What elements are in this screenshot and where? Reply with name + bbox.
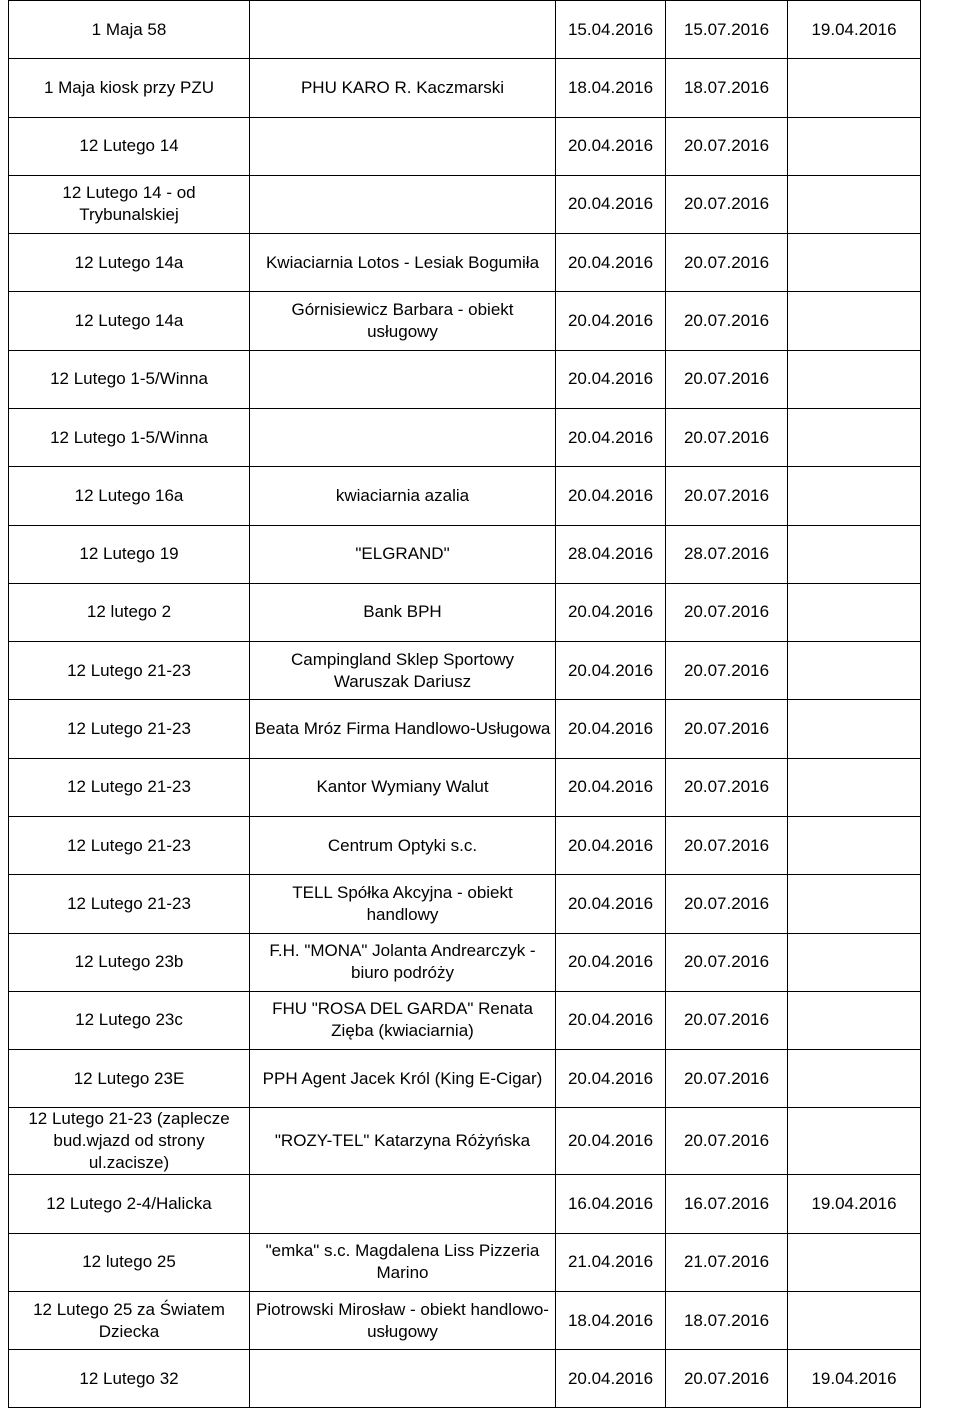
- date-to-cell: [666, 991, 788, 1049]
- address-text: 12 Lutego 1-5/Winna: [50, 427, 208, 447]
- tenant-text: "ROZY-TEL" Katarzyna Różyńska: [274, 1131, 531, 1151]
- address-cell: [9, 875, 250, 933]
- date-extra-cell: [788, 59, 921, 117]
- date-to-text: 20.07.2016: [683, 194, 770, 214]
- address-text: 12 lutego 25: [82, 1252, 176, 1272]
- date-extra-cell: [788, 1350, 921, 1408]
- table-row: [9, 59, 921, 117]
- date-to-cell: [666, 1350, 788, 1408]
- address-cell: [9, 175, 250, 233]
- address-text: 12 Lutego 21-23: [67, 660, 191, 680]
- date-from-cell: [556, 1291, 666, 1349]
- address-text: 12 Lutego 14a: [74, 311, 184, 331]
- date-to-text: 20.07.2016: [683, 136, 770, 156]
- address-cell: [9, 1233, 250, 1291]
- tenant-cell: [250, 700, 556, 758]
- date-from-cell: [556, 1175, 666, 1233]
- date-extra-cell: [788, 234, 921, 292]
- date-from-cell: [556, 408, 666, 466]
- address-text: 12 Lutego 16a: [74, 485, 184, 505]
- date-to-cell: [666, 583, 788, 641]
- date-to-text: 20.07.2016: [683, 252, 770, 272]
- date-from-text: 20.04.2016: [567, 1368, 654, 1388]
- address-text: 12 Lutego 2-4/Halicka: [46, 1193, 212, 1213]
- date-extra-text: 19.04.2016: [811, 19, 897, 39]
- date-to-cell: [666, 1, 788, 59]
- date-from-cell: [556, 1050, 666, 1108]
- tenant-text: Campingland Sklep Sportowy Waruszak Dariusz: [290, 649, 514, 691]
- table-row: [9, 117, 921, 175]
- tenant-text: "ELGRAND": [355, 544, 450, 564]
- tenant-text: Beata Mróz Firma Handlowo-Usługowa: [254, 719, 551, 739]
- date-from-text: 18.04.2016: [567, 77, 654, 97]
- date-from-cell: [556, 642, 666, 700]
- address-text: 12 Lutego 14 - od Trybunalskiej: [62, 183, 196, 225]
- tenant-cell: [250, 1, 556, 59]
- date-to-text: 20.07.2016: [683, 485, 770, 505]
- date-to-cell: [666, 933, 788, 991]
- tenant-text: TELL Spółka Akcyjna - obiekt handlowy: [292, 882, 513, 924]
- tenant-cell: [250, 1108, 556, 1175]
- date-to-text: 20.07.2016: [683, 1368, 770, 1388]
- address-cell: [9, 758, 250, 816]
- table-row: [9, 234, 921, 292]
- address-cell: [9, 1, 250, 59]
- table-row: [9, 583, 921, 641]
- date-extra-cell: [788, 1233, 921, 1291]
- date-extra-cell: [788, 1050, 921, 1108]
- address-cell: [9, 1291, 250, 1349]
- date-from-text: 20.04.2016: [567, 1010, 654, 1030]
- date-to-text: 15.07.2016: [683, 19, 770, 39]
- address-cell: [9, 234, 250, 292]
- date-from-text: 20.04.2016: [567, 952, 654, 972]
- address-cell: [9, 816, 250, 874]
- permits-table-body: [9, 1, 921, 1408]
- table-row: [9, 408, 921, 466]
- address-cell: [9, 642, 250, 700]
- date-from-text: 20.04.2016: [567, 427, 654, 447]
- date-from-cell: [556, 59, 666, 117]
- address-text: 12 Lutego 21-23: [67, 719, 191, 739]
- address-text: 12 Lutego 23b: [74, 952, 184, 972]
- date-extra-cell: [788, 1291, 921, 1349]
- date-from-cell: [556, 350, 666, 408]
- date-to-cell: [666, 1175, 788, 1233]
- date-from-cell: [556, 234, 666, 292]
- tenant-cell: [250, 642, 556, 700]
- date-to-text: 16.07.2016: [683, 1193, 770, 1213]
- date-extra-cell: [788, 408, 921, 466]
- date-from-cell: [556, 1108, 666, 1175]
- table-row: [9, 933, 921, 991]
- address-cell: [9, 1175, 250, 1233]
- date-from-cell: [556, 1, 666, 59]
- date-from-cell: [556, 583, 666, 641]
- date-extra-cell: [788, 1, 921, 59]
- date-to-text: 20.07.2016: [683, 777, 770, 797]
- tenant-cell: [250, 525, 556, 583]
- date-from-text: 20.04.2016: [567, 311, 654, 331]
- address-cell: [9, 408, 250, 466]
- date-extra-text: 19.04.2016: [811, 1193, 897, 1213]
- table-row: [9, 1050, 921, 1108]
- date-extra-cell: [788, 758, 921, 816]
- address-text: 12 Lutego 21-23: [67, 835, 191, 855]
- table-row: [9, 816, 921, 874]
- date-extra-cell: [788, 117, 921, 175]
- table-row: [9, 1108, 921, 1175]
- date-from-text: 20.04.2016: [567, 893, 654, 913]
- tenant-cell: [250, 350, 556, 408]
- address-cell: [9, 467, 250, 525]
- tenant-cell: [250, 175, 556, 233]
- table-row: [9, 1291, 921, 1349]
- date-to-cell: [666, 117, 788, 175]
- tenant-text: F.H. "MONA" Jolanta Andrearczyk - biuro podróży: [269, 941, 536, 983]
- address-text: 1 Maja kiosk przy PZU: [43, 77, 215, 97]
- tenant-cell: [250, 816, 556, 874]
- date-extra-cell: [788, 642, 921, 700]
- date-to-cell: [666, 175, 788, 233]
- address-cell: [9, 583, 250, 641]
- date-from-text: 20.04.2016: [567, 835, 654, 855]
- date-to-text: 28.07.2016: [683, 544, 770, 564]
- date-from-cell: [556, 117, 666, 175]
- date-to-text: 20.07.2016: [683, 311, 770, 331]
- address-cell: [9, 1350, 250, 1408]
- date-from-text: 18.04.2016: [567, 1310, 654, 1330]
- tenant-text: Górnisiewicz Barbara - obiekt usługowy: [291, 300, 514, 342]
- date-from-text: 28.04.2016: [567, 544, 654, 564]
- date-extra-cell: [788, 350, 921, 408]
- tenant-cell: [250, 59, 556, 117]
- date-to-text: 20.07.2016: [683, 1131, 770, 1151]
- address-text: 12 Lutego 32: [79, 1368, 179, 1388]
- date-to-cell: [666, 59, 788, 117]
- date-from-text: 20.04.2016: [567, 602, 654, 622]
- table-row: [9, 525, 921, 583]
- address-text: 12 Lutego 21-23: [67, 777, 191, 797]
- date-extra-cell: [788, 292, 921, 350]
- tenant-cell: [250, 1233, 556, 1291]
- address-cell: [9, 59, 250, 117]
- table-row: [9, 175, 921, 233]
- table-row: [9, 758, 921, 816]
- date-to-cell: [666, 467, 788, 525]
- date-from-text: 20.04.2016: [567, 485, 654, 505]
- date-to-cell: [666, 758, 788, 816]
- tenant-cell: [250, 1350, 556, 1408]
- tenant-cell: [250, 292, 556, 350]
- address-text: 12 Lutego 1-5/Winna: [50, 369, 208, 389]
- date-extra-cell: [788, 816, 921, 874]
- tenant-cell: [250, 1175, 556, 1233]
- date-extra-cell: [788, 467, 921, 525]
- tenant-text: Centrum Optyki s.c.: [327, 835, 478, 855]
- tenant-cell: [250, 583, 556, 641]
- date-from-cell: [556, 933, 666, 991]
- tenant-cell: [250, 467, 556, 525]
- tenant-cell: [250, 875, 556, 933]
- date-to-cell: [666, 292, 788, 350]
- date-from-cell: [556, 467, 666, 525]
- date-from-cell: [556, 700, 666, 758]
- permits-table: [8, 0, 921, 1408]
- address-cell: [9, 117, 250, 175]
- address-cell: [9, 700, 250, 758]
- date-from-cell: [556, 816, 666, 874]
- date-from-text: 15.04.2016: [567, 19, 654, 39]
- date-to-text: 20.07.2016: [683, 1010, 770, 1030]
- tenant-text: FHU "ROSA DEL GARDA" Renata Zięba (kwiaciarnia): [272, 999, 533, 1041]
- table-row: [9, 642, 921, 700]
- address-text: 12 Lutego 21-23 (zaplecze bud.wjazd od strony ul.zacisze): [28, 1109, 230, 1173]
- date-from-text: 20.04.2016: [567, 369, 654, 389]
- address-text: 12 Lutego 19: [79, 544, 179, 564]
- tenant-text: PHU KARO R. Kaczmarski: [300, 77, 505, 97]
- table-row: [9, 875, 921, 933]
- date-extra-cell: [788, 933, 921, 991]
- date-from-text: 20.04.2016: [567, 719, 654, 739]
- date-extra-cell: [788, 1175, 921, 1233]
- date-to-cell: [666, 700, 788, 758]
- date-to-cell: [666, 234, 788, 292]
- date-to-cell: [666, 525, 788, 583]
- address-cell: [9, 292, 250, 350]
- tenant-text: kwiaciarnia azalia: [335, 485, 470, 505]
- date-to-cell: [666, 642, 788, 700]
- date-from-cell: [556, 1233, 666, 1291]
- date-from-cell: [556, 875, 666, 933]
- tenant-text: Bank BPH: [363, 602, 442, 622]
- date-from-text: 20.04.2016: [567, 252, 654, 272]
- address-text: 12 Lutego 25 za Światem Dziecka: [33, 1299, 225, 1341]
- date-to-text: 20.07.2016: [683, 602, 770, 622]
- date-from-cell: [556, 175, 666, 233]
- date-from-cell: [556, 1350, 666, 1408]
- table-row: [9, 467, 921, 525]
- date-from-cell: [556, 758, 666, 816]
- date-extra-cell: [788, 1108, 921, 1175]
- table-row: [9, 292, 921, 350]
- date-extra-cell: [788, 583, 921, 641]
- date-from-text: 20.04.2016: [567, 136, 654, 156]
- date-from-text: 20.04.2016: [567, 1068, 654, 1088]
- table-row: [9, 1, 921, 59]
- table-row: [9, 700, 921, 758]
- tenant-text: Kantor Wymiany Walut: [316, 777, 489, 797]
- date-from-text: 20.04.2016: [567, 660, 654, 680]
- tenant-cell: [250, 933, 556, 991]
- tenant-cell: [250, 991, 556, 1049]
- tenant-cell: [250, 1291, 556, 1349]
- date-extra-cell: [788, 175, 921, 233]
- date-extra-cell: [788, 525, 921, 583]
- date-to-cell: [666, 350, 788, 408]
- date-from-text: 16.04.2016: [567, 1193, 654, 1213]
- date-to-text: 20.07.2016: [683, 952, 770, 972]
- table-row: [9, 1350, 921, 1408]
- address-cell: [9, 1050, 250, 1108]
- address-cell: [9, 933, 250, 991]
- date-to-cell: [666, 875, 788, 933]
- date-to-cell: [666, 1233, 788, 1291]
- date-to-text: 20.07.2016: [683, 427, 770, 447]
- address-text: 12 Lutego 23c: [75, 1010, 183, 1030]
- tenant-text: Kwiaciarnia Lotos - Lesiak Bogumiła: [265, 252, 540, 272]
- address-cell: [9, 1108, 250, 1175]
- date-to-cell: [666, 408, 788, 466]
- date-from-text: 21.04.2016: [567, 1252, 654, 1272]
- tenant-cell: [250, 408, 556, 466]
- date-from-cell: [556, 991, 666, 1049]
- address-text: 1 Maja 58: [91, 19, 167, 39]
- table-row: [9, 991, 921, 1049]
- date-to-text: 18.07.2016: [683, 77, 770, 97]
- tenant-cell: [250, 234, 556, 292]
- date-extra-cell: [788, 700, 921, 758]
- date-to-cell: [666, 1291, 788, 1349]
- date-from-text: 20.04.2016: [567, 777, 654, 797]
- date-to-text: 20.07.2016: [683, 369, 770, 389]
- date-to-text: 20.07.2016: [683, 1068, 770, 1088]
- date-from-cell: [556, 292, 666, 350]
- address-text: 12 Lutego 21-23: [67, 893, 191, 913]
- date-to-cell: [666, 1050, 788, 1108]
- date-to-text: 18.07.2016: [683, 1310, 770, 1330]
- tenant-cell: [250, 117, 556, 175]
- address-cell: [9, 991, 250, 1049]
- address-text: 12 Lutego 23E: [73, 1068, 185, 1088]
- address-cell: [9, 350, 250, 408]
- address-text: 12 lutego 2: [86, 602, 172, 622]
- table-row: [9, 1233, 921, 1291]
- tenant-cell: [250, 758, 556, 816]
- date-from-text: 20.04.2016: [567, 1131, 654, 1151]
- date-to-text: 20.07.2016: [683, 719, 770, 739]
- table-row: [9, 1175, 921, 1233]
- date-to-text: 20.07.2016: [683, 893, 770, 913]
- date-to-cell: [666, 1108, 788, 1175]
- tenant-text: "emka" s.c. Magdalena Liss Pizzeria Marino: [265, 1241, 540, 1283]
- date-from-cell: [556, 525, 666, 583]
- tenant-cell: [250, 1050, 556, 1108]
- address-text: 12 Lutego 14a: [74, 252, 184, 272]
- address-text: 12 Lutego 14: [79, 136, 179, 156]
- address-cell: [9, 525, 250, 583]
- date-to-cell: [666, 816, 788, 874]
- tenant-text: Piotrowski Mirosław - obiekt handlowo-usługowy: [256, 1299, 549, 1341]
- tenant-text: PPH Agent Jacek Król (King E-Cigar): [262, 1068, 543, 1088]
- date-to-text: 20.07.2016: [683, 660, 770, 680]
- date-from-text: 20.04.2016: [567, 194, 654, 214]
- date-to-text: 20.07.2016: [683, 835, 770, 855]
- table-row: [9, 350, 921, 408]
- date-extra-cell: [788, 991, 921, 1049]
- date-extra-cell: [788, 875, 921, 933]
- date-to-text: 21.07.2016: [683, 1252, 770, 1272]
- date-extra-text: 19.04.2016: [811, 1368, 897, 1388]
